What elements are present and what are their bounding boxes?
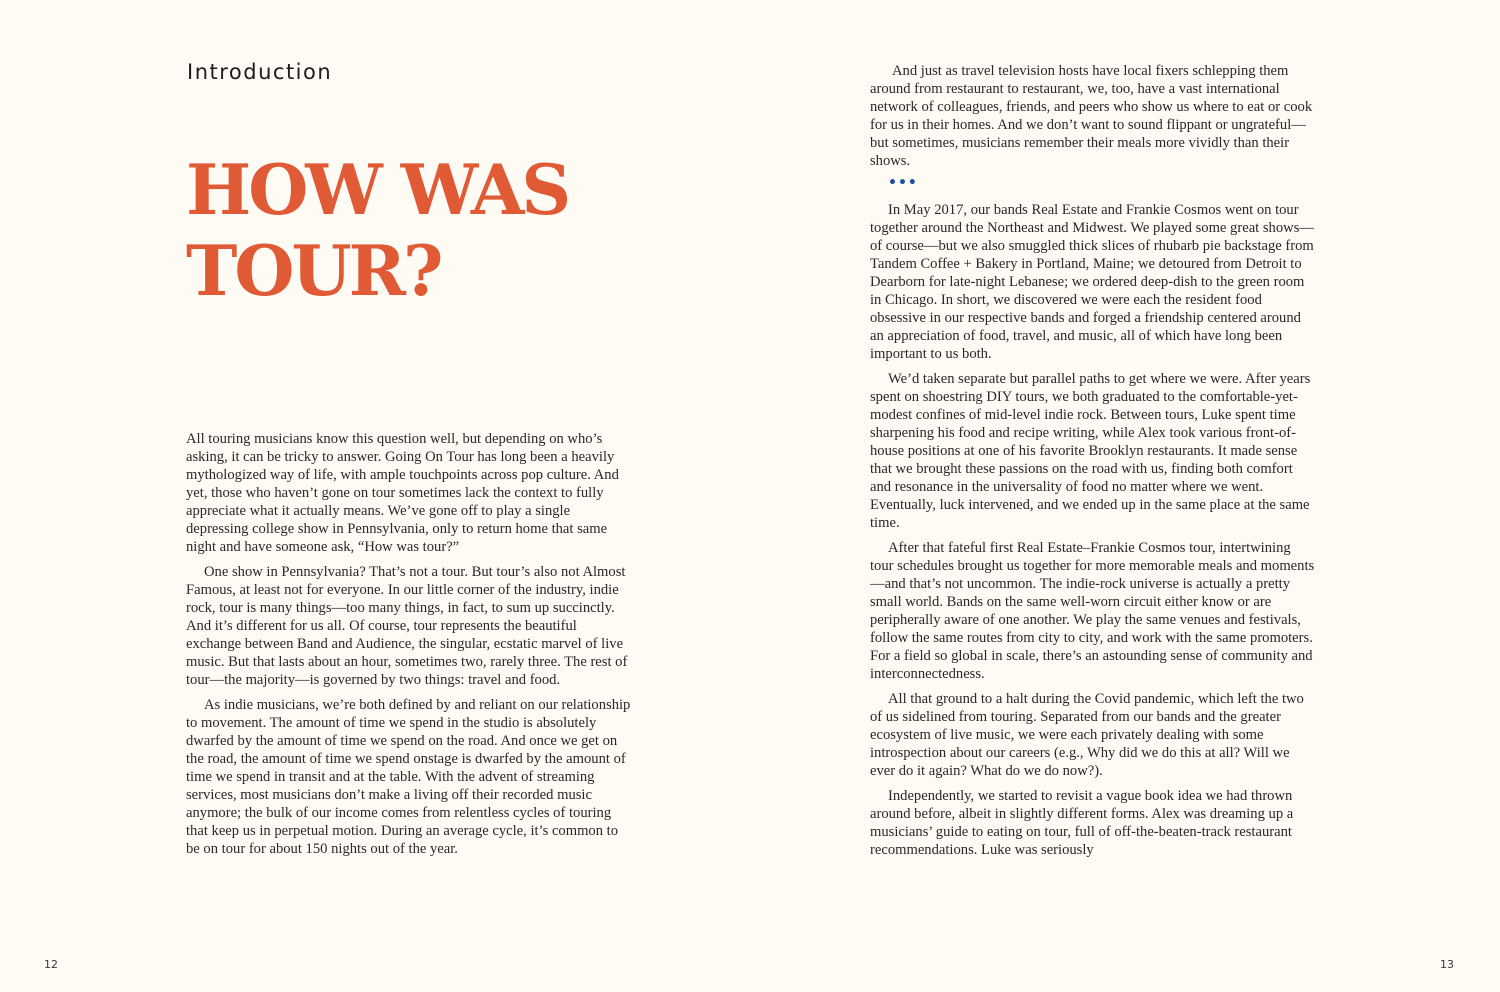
title-line-1: HOW WAS bbox=[186, 150, 569, 231]
page-number-left: 12 bbox=[44, 958, 58, 971]
body-paragraph: All that ground to a halt during the Covid pandemic, which left the two of us sidelined from touring. Separated from our bands and the greater ecosystem of live music, we were each privately dealing with some introspection about our careers (e.g., Why did we do this at all? Will we ever do it again? What do we do now?). bbox=[870, 691, 1304, 779]
body-paragraph: In May 2017, our bands Real Estate and Frankie Cosmos went on tour together around the Northeast and Midwest. We played some great shows—of course—but we also smuggled thick slices of rhubarb pie backstage from Tandem Coffee + Bakery in Portland, Maine; we detoured from Detroit to Dearborn for late-night Lebanese; we ordered deep-dish to the green room in Chicago. In short, we discovered we were each the resident food obsessive in our respective bands and forged a friendship centered around an appreciation of food, travel, and music, all of which have long been important to us both. bbox=[870, 202, 1314, 362]
right-body-text bbox=[870, 62, 1316, 866]
body-paragraph: All touring musicians know this question well, but depending on who’s asking, it can be tricky to answer. Going On Tour has long been a heavily mythologized way of life, with ample touchpoints across pop culture. And yet, those who haven’t gone on tour sometimes lack the context to fully appreciate what it actually means. We’ve gone off to play a single depressing college show in Pennsylvania, only to return home that same night and have someone ask, “How was tour?” bbox=[186, 431, 619, 555]
body-paragraph: Independently, we started to revisit a vague book idea we had thrown around before, albeit in slightly different forms. Alex was dreaming up a musicians’ guide to eating on tour, full of off-the-beaten-track restaurant recommendations. Luke was seriously bbox=[870, 788, 1294, 858]
page-number-right: 13 bbox=[1440, 958, 1454, 971]
left-body-text bbox=[186, 430, 632, 865]
chapter-title bbox=[186, 150, 686, 312]
body-paragraph: And just as travel television hosts have local fixers schlepping them around from restaurant to restaurant, we, too, have a vast international network of colleagues, friends, and peers who show us where to eat or cook for us in their homes. And we don’t want to sound flippant or ungrateful—but sometimes, musicians remember their meals more vividly than their shows. bbox=[870, 63, 1313, 169]
body-paragraph: One show in Pennsylvania? That’s not a tour. But tour’s also not Almost Famous, at least not for everyone. In our little corner of the industry, indie rock, tour is many things—too many things, in fact, to sum up succinctly. And it’s different for us all. Of course, tour represents the beautiful exchange between Band and Audience, the singular, ecstatic marvel of live music. But that lasts about an hour, sometimes two, rarely three. The rest of tour—the majority—is governed by two things: travel and food. bbox=[186, 564, 628, 688]
section-break-ornament: ••• bbox=[888, 175, 918, 191]
section-label: Introduction bbox=[187, 60, 333, 84]
title-line-2: TOUR? bbox=[186, 231, 441, 312]
right-page bbox=[750, 0, 1500, 992]
body-paragraph: After that fateful first Real Estate–Frankie Cosmos tour, intertwining tour schedules brought us together for more memorable meals and moments—and that’s not uncommon. The indie-rock universe is actually a pretty small world. Bands on the same well-worn circuit either know or are peripherally aware of one another. We play the same venues and festivals, follow the same routes from city to city, and work with the same promoters. For a field so global in scale, there’s an astounding sense of community and interconnectedness. bbox=[870, 540, 1315, 682]
body-paragraph: We’d taken separate but parallel paths to get where we were. After years spent on shoestring DIY tours, we both graduated to the comfortable-yet-modest confines of mid-level indie rock. Between tours, Luke spent time sharpening his food and recipe writing, while Alex took various front-of-house positions at one of his favorite Brooklyn restaurants. It made sense that we brought these passions on the road with us, finding both comfort and resonance in the universality of food no matter where we went. Eventually, luck intervened, and we ended up in the same place at the same time. bbox=[870, 371, 1311, 531]
body-paragraph: As indie musicians, we’re both defined by and reliant on our relationship to movement. The amount of time we spend in the studio is absolutely dwarfed by the amount of time we spend on the road. And once we get on the road, the amount of time we spend onstage is dwarfed by the amount of time we spend in transit and at the table. With the advent of streaming services, most musicians don’t make a living off their recorded music anymore; the bulk of our income comes from relentless cycles of touring that keep us in perpetual motion. During an average cycle, it’s common to be on tour for about 150 nights out of the year. bbox=[186, 697, 631, 857]
